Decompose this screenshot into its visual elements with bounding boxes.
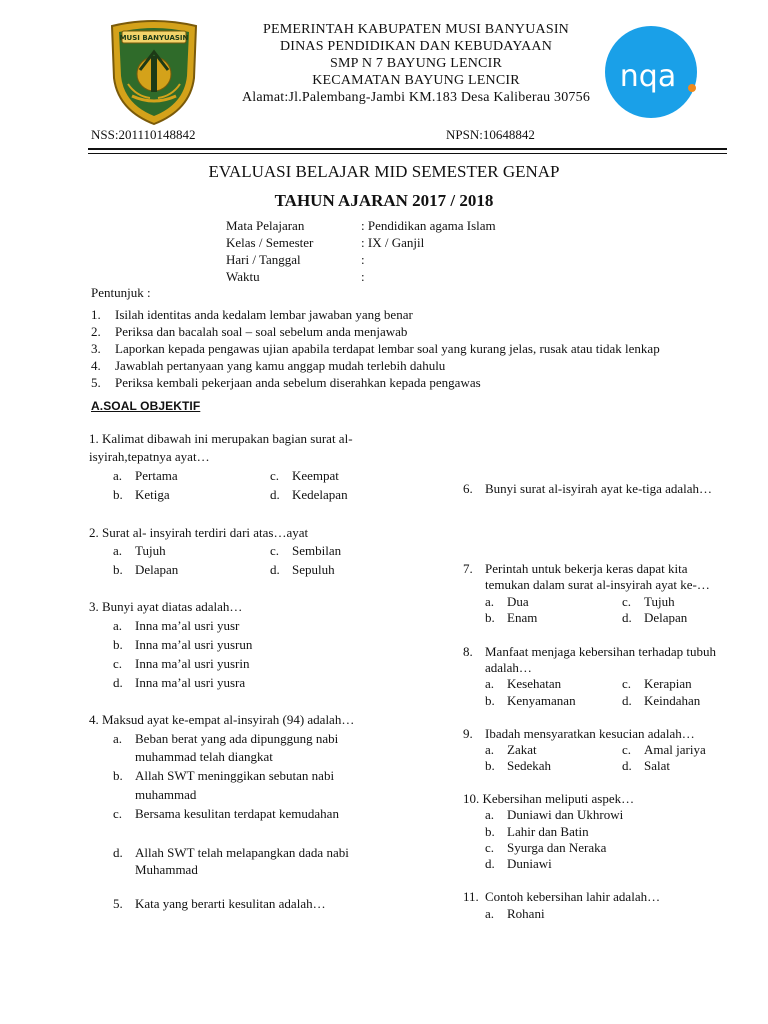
instruction-text: Periksa kembali pekerjaan anda sebelum diserahkan kepada pengawas [115,375,481,390]
option-letter: a. [113,618,123,633]
option-a [113,468,178,484]
question-6 [463,481,712,497]
option-text: Bersama kesulitan terdapat kemudahan [135,806,339,821]
question-4-text: 4. Maksud ayat ke-empat al-insyirah (94) adalah… [89,712,355,727]
option-d [622,693,700,709]
option-text: Enam [507,610,538,625]
option-b [485,758,551,774]
instruction-number: 2. [91,324,101,339]
option-letter: c. [270,543,280,558]
info-label: Waktu [226,269,260,284]
option-text: Sembilan [292,543,342,558]
option-c [485,840,606,856]
info-value: : IX / Ganjil [361,235,425,250]
option-letter: c. [622,742,632,757]
option-d: d. Allah SWT telah melapangkan dada nabi [113,845,349,860]
option-text: Inna ma’al usri yusra [135,675,246,690]
option-d [270,562,335,578]
info-value: : Pendidikan agama Islam [361,218,496,233]
option-letter: a. [113,468,123,483]
instruction-number: 4. [91,358,101,373]
question-8-text-cont: adalah… [485,660,532,675]
info-label: Mata Pelajaran [226,218,305,233]
option-letter: c. [622,676,632,691]
option-c: c. Bersama kesulitan terdapat kemudahan [113,806,339,821]
option-a [485,742,537,758]
question-7-text-cont: temukan dalam surat al-insyirah ayat ke-… [485,577,710,592]
question-text: Contoh kebersihan lahir adalah… [485,889,661,904]
option-b [113,487,170,503]
question-7 [463,561,688,577]
option-text: Inna ma’al usri yusr [135,618,240,633]
header-divider [88,148,727,150]
question-2-text: 2. Surat al- insyirah terdiri dari atas…ayat [89,525,309,540]
info-label: Kelas / Semester [226,235,314,250]
letterhead-line: PEMERINTAH KABUPATEN MUSI BANYUASIN [263,22,569,37]
option-letter: a. [485,594,495,609]
instruction-text: Jawablah pertanyaan yang kamu anggap mudah terlebih dahulu [115,358,446,373]
academic-year: TAHUN AJARAN 2017 / 2018 [274,191,494,210]
option-text: Syurga dan Neraka [507,840,607,855]
question-text: Manfaat menjaga kebersihan terhadap tubuh [485,644,717,659]
option-text: Zakat [507,742,537,757]
instruction-number: 1. [91,307,101,322]
header-divider [88,153,727,154]
option-text: Lahir dan Batin [507,824,589,839]
option-d [270,487,348,503]
option-letter: a. [485,742,495,757]
question-text: Bunyi surat al-isyirah ayat ke-tiga adalah… [485,481,713,496]
option-letter: b. [485,824,495,839]
question-1-text: 1. Kalimat dibawah ini merupakan bagian surat al- [89,431,353,446]
option-c [622,742,706,758]
question-number: 7. [463,561,473,576]
option-text: Delapan [644,610,688,625]
option-text: Kenyamanan [507,693,576,708]
npsn-number: NPSN:10648842 [446,127,535,142]
question-8 [463,644,716,660]
question-text: Perintah untuk bekerja keras dapat kita [485,561,688,576]
option-text: Beban berat yang ada dipunggung nabi [135,731,339,746]
option-letter: a. [113,543,123,558]
option-text-cont: muhammad telah diangkat [135,749,273,764]
letterhead-address: Alamat:Jl.Palembang-Jambi KM.183 Desa Kaliberau 30756 [241,90,591,105]
option-letter: c. [622,594,632,609]
question-text: Kata yang berarti kesulitan adalah… [135,896,326,911]
letterhead-line: KECAMATAN BAYUNG LENCIR [312,73,520,88]
option-text: Ketiga [135,487,170,502]
option-d [622,610,687,626]
option-b [485,610,537,626]
option-a [485,676,561,692]
option-letter: a. [485,676,495,691]
option-letter: d. [113,675,123,690]
option-text: Tujuh [644,594,675,609]
option-a [485,594,529,610]
option-letter: d. [622,758,632,773]
question-1-text: isyirah,tepatnya ayat… [89,449,210,464]
option-text: Rohani [507,906,545,921]
question-3-text: 3. Bunyi ayat diatas adalah… [89,599,243,614]
option-c [622,594,675,610]
option-letter: c. [270,468,280,483]
instruction-number: 3. [91,341,101,356]
question-10-text: 10. Kebersihan meliputi aspek… [463,791,635,806]
option-letter: d. [270,562,280,577]
question-number: 9. [463,726,473,741]
nqa-logo [604,24,698,120]
option-text-cont: Muhammad [135,862,198,877]
option-c [270,468,339,484]
option-text: Inna ma’al usri yusrin [135,656,250,671]
option-text: Kedelapan [292,487,348,502]
option-letter: b. [113,487,123,502]
instruction-text: Laporkan kepada pengawas ujian apabila terdapat lembar soal yang kurang jelas, rusak atau tidak lenkap [115,341,660,356]
exam-title: EVALUASI BELAJAR MID SEMESTER GENAP [208,162,560,181]
instruction-item [91,341,660,357]
section-heading: A.SOAL OBJEKTIF [91,399,201,413]
option-letter: a. [485,906,495,921]
option-letter: d. [270,487,280,502]
option-letter: b. [485,758,495,773]
option-letter: b. [485,610,495,625]
regency-emblem [106,18,202,126]
option-text: Dua [507,594,529,609]
option-c [622,676,692,692]
option-d [113,675,245,691]
emblem-label: MUSI BANYUASIN [119,34,189,42]
nss-number: NSS:201110148842 [91,127,196,142]
option-c [113,656,249,672]
question-number: 8. [463,644,473,659]
question-5 [113,896,326,912]
question-number: 11. [463,889,479,904]
option-d [622,758,670,774]
option-b [113,562,178,578]
instruction-item [91,324,407,340]
option-text: Inna ma’al usri yusrun [135,637,253,652]
option-text: Delapan [135,562,179,577]
option-text: Sepuluh [292,562,335,577]
option-text: Duniawi dan Ukhrowi [507,807,624,822]
option-text: Pertama [135,468,178,483]
option-text: Kerapian [644,676,692,691]
option-text-cont: muhammad [135,787,197,802]
question-text: Ibadah mensyaratkan kesucian adalah… [485,726,695,741]
option-c [270,543,341,559]
question-11 [463,889,660,905]
option-d [485,856,552,872]
option-letter: b. [113,562,123,577]
info-value: : [361,252,365,267]
instruction-item [91,358,445,374]
option-letter: a. [485,807,495,822]
option-b [113,637,252,653]
question-number: 6. [463,481,473,496]
letterhead-line: SMP N 7 BAYUNG LENCIR [330,56,502,71]
option-text: Salat [644,758,670,773]
instructions-heading: Pentunjuk : [91,285,151,300]
option-text: Kesehatan [507,676,562,691]
option-letter: b. [485,693,495,708]
option-letter: d. [622,693,632,708]
option-text: Amal jariya [644,742,706,757]
school-letterhead [226,21,606,106]
option-a [113,543,166,559]
instruction-number: 5. [91,375,101,390]
instruction-item [91,307,413,323]
instruction-text: Periksa dan bacalah soal – soal sebelum anda menjawab [115,324,408,339]
option-letter: b. [113,637,123,652]
question-number: 5. [113,896,123,911]
option-letter: d. [485,856,495,871]
option-text: Sedekah [507,758,552,773]
option-b [485,824,589,840]
instruction-item [91,375,481,391]
option-text: Keindahan [644,693,701,708]
letterhead-line: DINAS PENDIDIKAN DAN KEBUDAYAAN [279,39,553,54]
instruction-text: Isilah identitas anda kedalam lembar jawaban yang benar [115,307,413,322]
nqa-logo-text: nqa [619,59,677,94]
info-label: Hari / Tanggal [226,252,301,267]
option-text: Keempat [292,468,339,483]
option-text: Duniawi [507,856,552,871]
option-text: Allah SWT telah melapangkan dada nabi [135,845,349,860]
option-b: b. Allah SWT meninggikan sebutan nabi [113,768,335,783]
option-b [485,693,576,709]
info-value: : [361,269,365,284]
option-letter: c. [485,840,495,855]
option-text: Tujuh [135,543,166,558]
option-letter: d. [622,610,632,625]
option-text: Allah SWT meninggikan sebutan nabi [135,768,335,783]
option-a [113,618,239,634]
option-a [485,807,623,823]
option-letter: c. [113,656,123,671]
option-a [485,906,545,922]
option-a: a. Beban berat yang ada dipunggung nabi [113,731,339,746]
question-9 [463,726,695,742]
